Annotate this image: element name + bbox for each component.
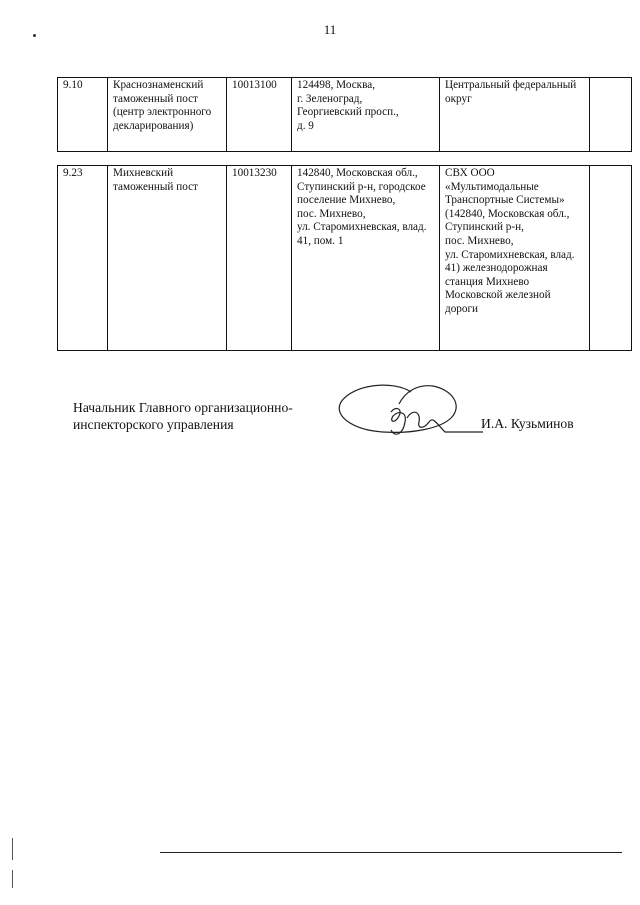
- post-code: 10013230: [227, 166, 292, 351]
- scan-speck: [33, 34, 36, 37]
- scan-edge-mark: [12, 870, 13, 888]
- post-name: Михневский таможенный пост: [108, 166, 227, 351]
- post-address: 124498, Москва, г. Зеленоград, Георгиевский просп., д. 9: [292, 78, 440, 152]
- record-table-2: [57, 165, 632, 351]
- table-row: [58, 78, 632, 152]
- scan-edge-mark: [12, 838, 13, 860]
- signer-name: И.А. Кузьминов: [481, 416, 574, 431]
- handwritten-signature: [333, 378, 493, 448]
- page-number: 11: [323, 22, 337, 37]
- signer-position: Начальник Главного организационно- инспекторского управления: [73, 400, 293, 432]
- table-row: [58, 166, 632, 351]
- extra-cell: [590, 78, 632, 152]
- post-name: Краснознаменский таможенный пост (центр электронного декларирования): [108, 78, 227, 152]
- row-number: 9.10: [58, 78, 108, 152]
- post-code: 10013100: [227, 78, 292, 152]
- row-number: 9.23: [58, 166, 108, 351]
- extra-cell: [590, 166, 632, 351]
- record-table-1: [57, 77, 632, 152]
- bottom-rule: [160, 852, 622, 853]
- post-address: 142840, Московская обл., Ступинский р-н, городское поселение Михнево, пос. Михнево, ул. Старомихневская, влад. 41, пом. 1: [292, 166, 440, 351]
- region-cell: СВХ ООО «Мультимодальные Транспортные Системы» (142840, Московская обл., Ступинский р-н, пос. Михнево, ул. Старомихневская, влад. 41) железнодорожная станция Михнево Московской железной дороги: [440, 166, 590, 351]
- region-cell: Центральный федеральный округ: [440, 78, 590, 152]
